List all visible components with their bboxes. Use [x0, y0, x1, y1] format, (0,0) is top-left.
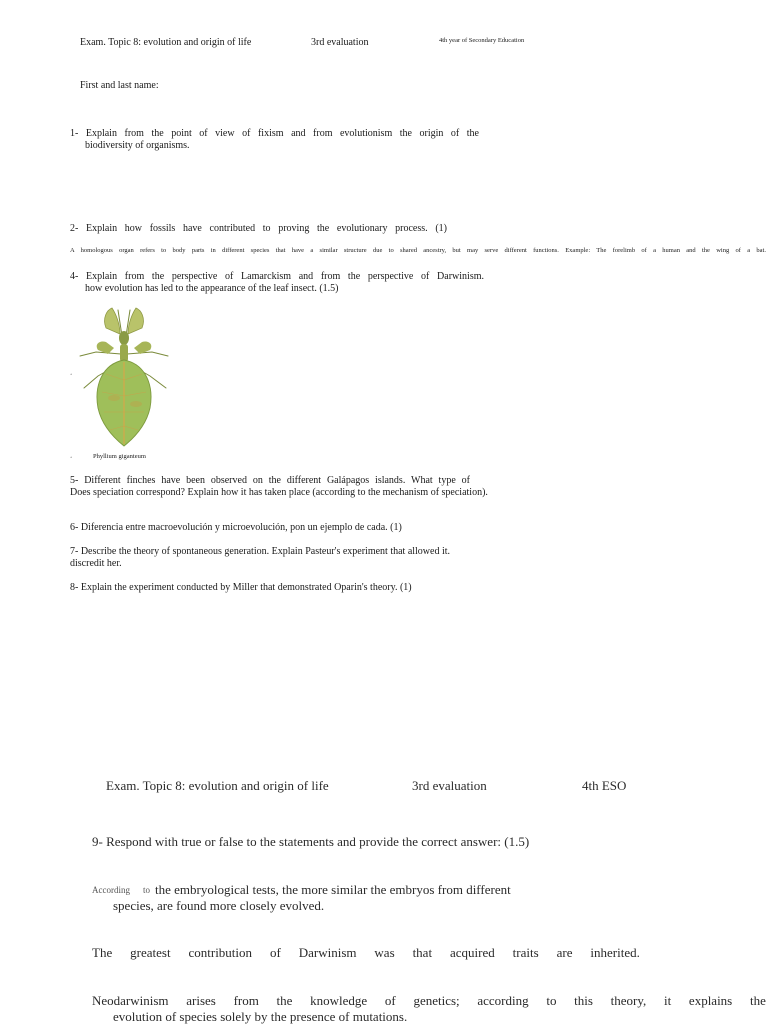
figure-bullet-upper: ∘: [70, 373, 73, 378]
statement-3-line-1: [92, 993, 766, 1009]
exam-title: Exam. Topic 8: evolution and origin of life: [80, 37, 252, 48]
statement-1-line-1: the embryological tests, the more similar the embryos from different: [155, 882, 511, 897]
statement-2-word: greatest: [130, 945, 171, 960]
statement-3-line-2: evolution of species solely by the presence of mutations.: [113, 1009, 408, 1024]
statement-2-word: are: [556, 945, 573, 960]
statement-2: [92, 945, 640, 961]
question-9: 9- Respond with true or false to the statements and provide the correct answer: (1.5): [92, 834, 530, 849]
question-6: 6- Diferencia entre macroevolución y microevolución, pon un ejemplo de cada. (1): [70, 522, 402, 533]
course-label: 4th year of Secondary Education: [439, 37, 525, 44]
figure-bullet-lower: ∘: [70, 456, 73, 461]
evaluation-label: 3rd evaluation: [311, 37, 369, 48]
statement-3-word: according: [477, 993, 529, 1008]
question-7-line-2: discredit her.: [70, 558, 122, 569]
question-7-line-1: 7- Describe the theory of spontaneous generation. Explain Pasteur's experiment that allowed it.: [70, 546, 451, 557]
statement-1-line-2: species, are found more closely evolved.: [113, 898, 325, 913]
statement-3-word: to: [546, 993, 557, 1008]
exam-title-2: Exam. Topic 8: evolution and origin of life: [106, 778, 329, 793]
course-label-2: 4th ESO: [582, 778, 627, 793]
statement-2-word: Darwinism: [298, 945, 357, 960]
question-1-line-2: biodiversity of organisms.: [85, 140, 190, 151]
statement-3-word: the: [276, 993, 293, 1008]
statement-3-word: the: [749, 993, 766, 1008]
statement-2-word: The: [92, 945, 113, 960]
statement-1-prefix-word-1: According: [92, 885, 130, 895]
statement-3-word: knowledge: [310, 993, 368, 1008]
homologous-organ-note: A homologous organ refers to body parts in different species that have a similar structure due to shared ancestry, but may serve different functions. Example: The forelimb of a human and the wing of a bat.: [70, 247, 766, 254]
question-5-line-1: 5- Different finches have been observed on the different Galápagos islands. What type of: [70, 475, 470, 486]
question-4-line-2: how evolution has led to the appearance of the leaf insect. (1.5): [85, 283, 339, 294]
question-1-line-1: 1- Explain from the point of view of fixism and from evolutionism the origin of the: [70, 128, 479, 139]
statement-3-word: theory,: [610, 993, 647, 1008]
statement-2-word: that: [412, 945, 433, 960]
statement-3-word: explains: [688, 993, 733, 1008]
statement-1-prefix-word-2: to: [143, 885, 151, 895]
question-8: 8- Explain the experiment conducted by Miller that demonstrated Oparin's theory. (1): [70, 582, 412, 593]
statement-3-word: this: [574, 993, 593, 1008]
statement-2-word: traits: [512, 945, 539, 960]
statement-3-word: it: [663, 993, 672, 1008]
statement-3-word: from: [233, 993, 259, 1008]
figure-caption: Phyllium giganteum: [93, 453, 146, 460]
statement-3-word: of: [384, 993, 396, 1008]
name-label: First and last name:: [80, 80, 159, 91]
question-2: 2- Explain how fossils have contributed to proving the evolutionary process. (1): [70, 223, 447, 234]
statement-2-word: contribution: [188, 945, 253, 960]
statement-2-word: of: [269, 945, 281, 960]
evaluation-label-2: 3rd evaluation: [412, 778, 487, 793]
statement-3-word: Neodarwinism: [92, 993, 169, 1008]
statement-2-word: inherited.: [590, 945, 640, 960]
statement-2-word: was: [374, 945, 395, 960]
statement-3-word: arises: [186, 993, 216, 1008]
question-4-line-1: 4- Explain from the perspective of Lamarckism and from the perspective of Darwinism.: [70, 271, 484, 282]
question-5-line-2: Does speciation correspond? Explain how it has taken place (according to the mechanism of speciation).: [70, 487, 488, 498]
statement-3-word: genetics;: [413, 993, 460, 1008]
leaf-insect-image: [74, 302, 174, 452]
statement-2-word: acquired: [449, 945, 495, 960]
